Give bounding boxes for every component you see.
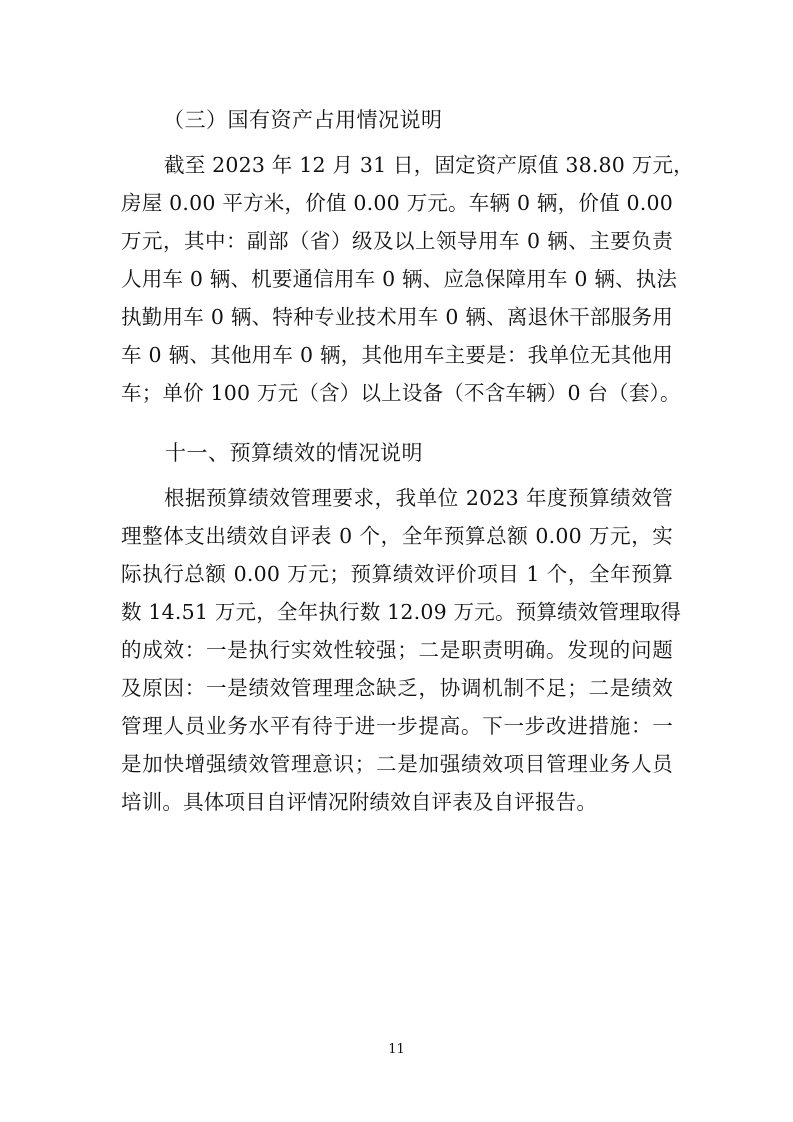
paragraph-line: 万元，其中：副部（省）级及以上领导用车 0 辆、主要负责 [121, 229, 673, 253]
paragraph-line: 根据预算绩效管理要求，我单位 2023 年度预算绩效管 [164, 486, 673, 510]
paragraph-line: 理整体支出绩效自评表 0 个，全年预算总额 0.00 万元，实 [121, 524, 673, 548]
paragraph-line: 数 14.51 万元，全年执行数 12.09 万元。预算绩效管理取得 [121, 600, 682, 624]
paragraph-line: 截至 2023 年 12 月 31 日，固定资产原值 38.80 万元， [164, 153, 694, 177]
paragraph-line: 是加快增强绩效管理意识；二是加强绩效项目管理业务人员 [121, 752, 673, 776]
paragraph-line: 人用车 0 辆、机要通信用车 0 辆、应急保障用车 0 辆、执法 [121, 267, 678, 291]
paragraph-line: 际执行总额 0.00 万元；预算绩效评价项目 1 个，全年预算 [121, 562, 673, 586]
paragraph-line: 管理人员业务水平有待于进一步提高。下一步改进措施：一 [121, 714, 673, 738]
section-heading-assets: （三）国有资产占用情况说明 [163, 108, 443, 132]
paragraph-line: 及原因：一是绩效管理理念缺乏，协调机制不足；二是绩效 [121, 676, 673, 700]
paragraph-line: 车；单价 100 万元（含）以上设备（不含车辆）0 台（套）。 [121, 381, 681, 405]
paragraph-line: 车 0 辆、其他用车 0 辆，其他用车主要是：我单位无其他用 [121, 343, 673, 367]
page-number: 11 [388, 1042, 405, 1057]
paragraph-line: 房屋 0.00 平方米，价值 0.00 万元。车辆 0 辆，价值 0.00 [121, 191, 673, 215]
section-heading-performance: 十一、预算绩效的情况说明 [165, 441, 423, 465]
paragraph-line: 培训。具体项目自评情况附绩效自评表及自评报告。 [121, 790, 598, 814]
paragraph-line: 执勤用车 0 辆、特种专业技术用车 0 辆、离退休干部服务用 [121, 305, 673, 329]
paragraph-line: 的成效：一是执行实效性较强；二是职责明确。发现的问题 [121, 638, 673, 662]
